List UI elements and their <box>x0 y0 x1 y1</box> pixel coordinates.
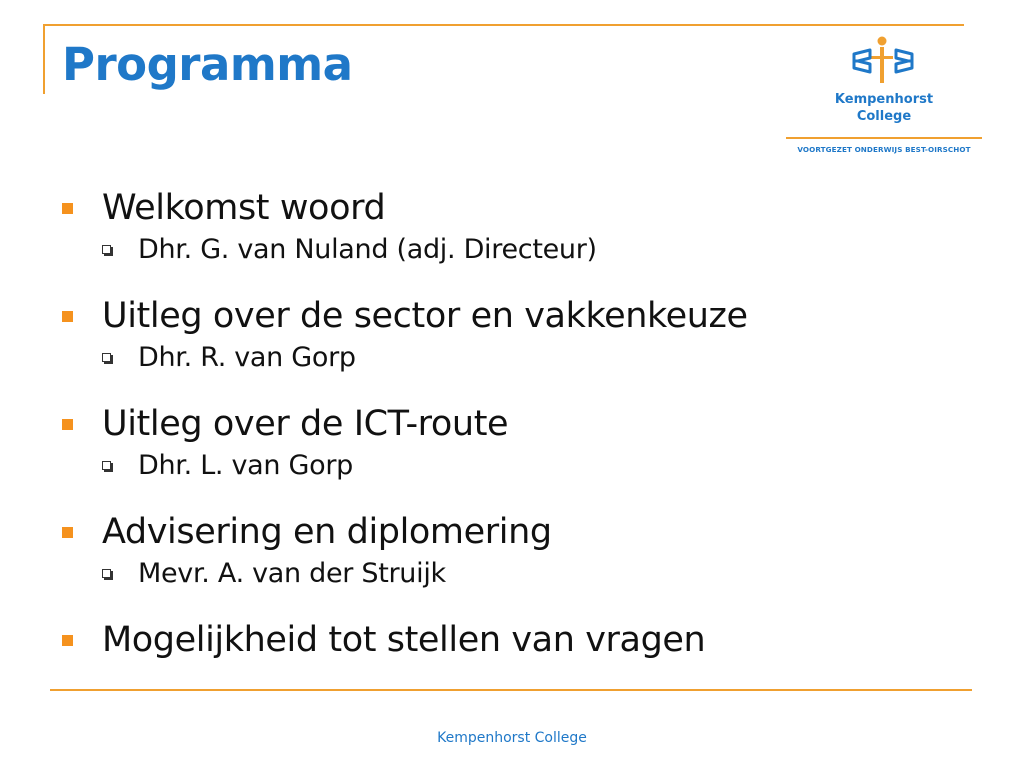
bullet-text: Mogelijkheid tot stellen van vragen <box>102 620 706 660</box>
sub-bullet-text: Dhr. G. van Nuland (adj. Directeur) <box>138 234 597 265</box>
orange-square-bullet-icon <box>62 311 73 322</box>
sub-item <box>102 338 962 378</box>
logo-name-line1: Kempenhorst <box>834 92 934 107</box>
logo-name-line2: College <box>856 109 912 124</box>
sub-bullet-text: Dhr. L. van Gorp <box>138 450 353 481</box>
hollow-square-bullet-icon <box>102 353 111 362</box>
orange-square-bullet-icon <box>62 635 73 646</box>
frame-top-rule <box>43 24 964 26</box>
bullet-text: Uitleg over de sector en vakkenkeuze <box>102 296 748 336</box>
sub-bullet-text: Mevr. A. van der Struijk <box>138 558 446 589</box>
sub-bullet-text: Dhr. R. van Gorp <box>138 342 356 373</box>
hollow-square-bullet-icon <box>102 245 111 254</box>
list-item <box>62 618 962 662</box>
kempenhorst-figure-icon <box>848 34 920 90</box>
orange-square-bullet-icon <box>62 527 73 538</box>
sub-item <box>102 230 962 270</box>
list-item <box>62 510 962 594</box>
logo-tagline: VOORTGEZET ONDERWIJS BEST-OIRSCHOT <box>797 145 971 154</box>
frame-left-rule <box>43 24 45 94</box>
footer-rule <box>50 689 972 691</box>
sub-item <box>102 446 962 486</box>
footer-text: Kempenhorst College <box>437 730 587 746</box>
list-item <box>62 294 962 378</box>
orange-square-bullet-icon <box>62 419 73 430</box>
list-item <box>62 402 962 486</box>
logo-divider <box>786 137 982 139</box>
bullet-text: Welkomst woord <box>102 188 386 228</box>
hollow-square-bullet-icon <box>102 569 111 578</box>
sub-item <box>102 554 962 594</box>
bullet-text: Advisering en diplomering <box>102 512 552 552</box>
slide-title: Programma <box>62 38 353 91</box>
orange-square-bullet-icon <box>62 203 73 214</box>
bullet-list <box>62 186 962 662</box>
kempenhorst-logo <box>784 34 984 159</box>
hollow-square-bullet-icon <box>102 461 111 470</box>
bullet-text: Uitleg over de ICT-route <box>102 404 509 444</box>
list-item <box>62 186 962 270</box>
